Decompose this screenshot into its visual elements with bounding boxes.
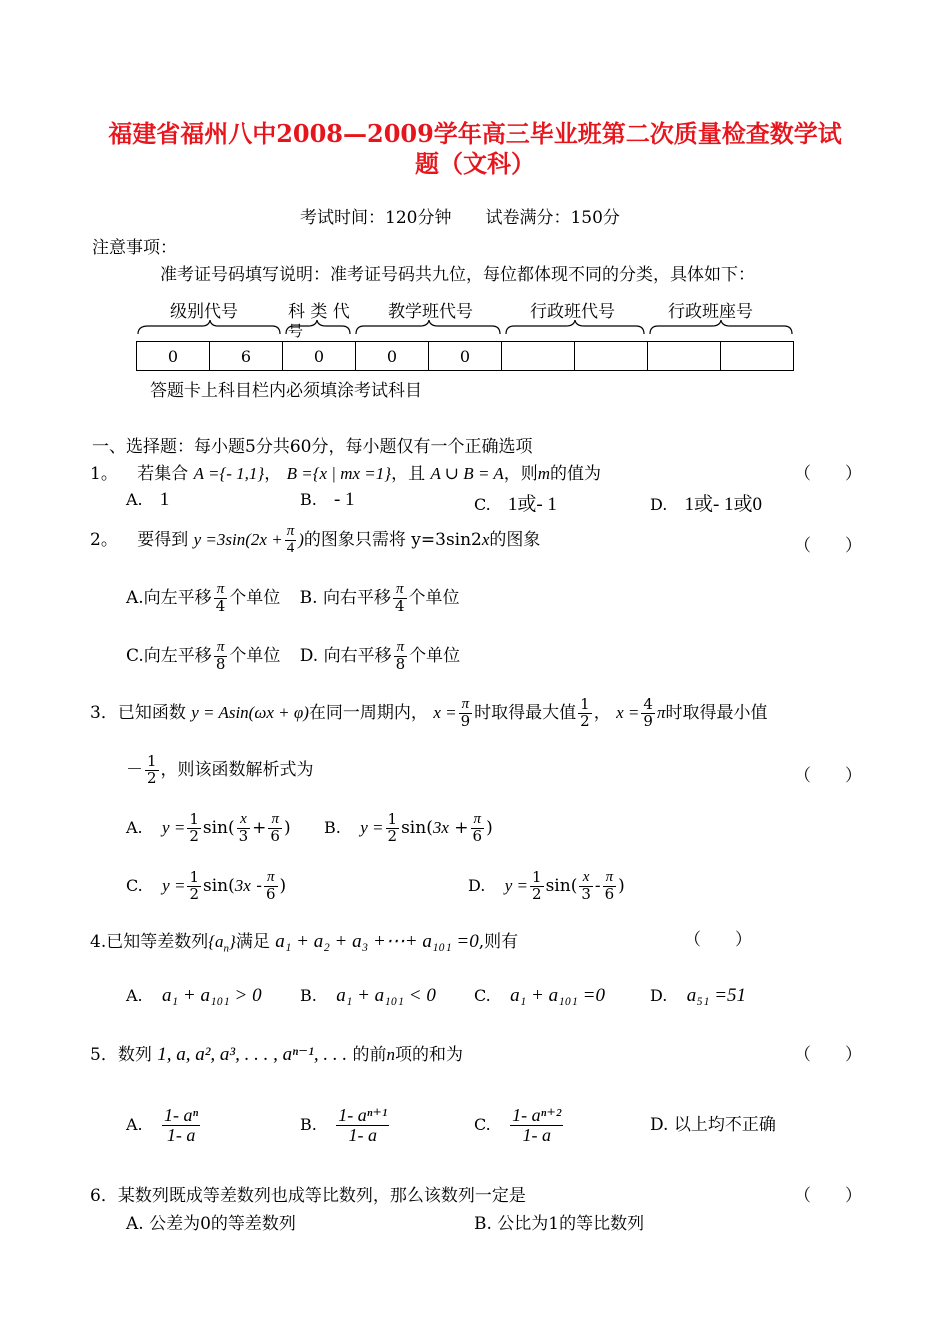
q6-answer-paren: （ ） bbox=[794, 1186, 862, 1206]
q3-continued: － $\frac{1}{2}$ ，则该函数解析式为 bbox=[126, 752, 314, 787]
q2-option-b: B. 向右平移 bbox=[299, 587, 391, 608]
page-title-continued: 题（文科） bbox=[415, 149, 535, 178]
q1-option-a: A. 1 bbox=[126, 489, 170, 510]
q1-text: 若集合 bbox=[137, 464, 189, 484]
question-3: 3．已知函数 y = Asin(ωx + φ)在同一周期内， x = $\frac{\pi}{9}$ 时取得最大值 $\frac{1}{2}$ ， x = $\frac{4}{9}$ π时取得最小值 bbox=[90, 695, 768, 730]
q2-option-c: C.向左平移 $\frac{\pi}{8}$ 个单位 D. 向右平移 $\frac{\pi}{8}$ 个单位 bbox=[126, 639, 461, 673]
id-cell: 0 bbox=[429, 342, 502, 371]
notice-text: 准考证号码填写说明：准考证号码共九位，每位都体现不同的分类，具体如下： bbox=[160, 265, 755, 285]
question-5: 5．数列 1, a, a², a³, . . . , aⁿ⁻¹, . . . 的前n项的和为 bbox=[90, 1044, 463, 1065]
section-heading: 一、选择题：每小题5分共60分，每小题仅有一个正确选项 bbox=[92, 437, 533, 457]
group-label-teaching-class: 教学班代号 bbox=[388, 302, 473, 322]
q5-answer-paren: （ ） bbox=[794, 1045, 862, 1065]
q4-answer-paren: （ ） bbox=[684, 930, 752, 950]
q5-sequence: 1, a, a², a³, . . . , aⁿ⁻¹, . . . bbox=[157, 1044, 348, 1065]
id-cell bbox=[575, 342, 648, 371]
q1-option-d: D. 1或- 1或0 bbox=[650, 494, 763, 515]
q2-option-d: D. 向右平移 bbox=[299, 645, 392, 666]
q6-option-b: B. 公比为1的等比数列 bbox=[474, 1214, 645, 1234]
q2-function: y =3sin(2x + bbox=[193, 529, 283, 549]
q4-option-c: C. a₁ + a₁₀₁ =0 bbox=[474, 985, 605, 1006]
q6-option-a: A. 公差为0的等差数列 bbox=[126, 1214, 296, 1234]
q3-option-d: D. y = $\frac{1}{2}$ sin( $\frac{x}{3}$ - $\frac{\pi}{6}$ ) bbox=[468, 868, 625, 903]
q5-option-c: C. $\frac{\text{1- aⁿ⁺²}}{1- a}$ bbox=[474, 1105, 562, 1145]
q3-answer-paren: （ ） bbox=[794, 766, 862, 786]
q4-option-b: B. a₁ + a₁₀₁ < 0 bbox=[300, 985, 436, 1006]
question-1: 1。 若集合 A ={- 1,1}， B ={x | mx =1}，且 A ∪ B = A，则m的值为 bbox=[90, 464, 602, 484]
q2-option-a: A.向左平移 $\frac{\pi}{4}$ 个单位 B. 向右平移 $\frac{\pi}{4}$ 个单位 bbox=[126, 581, 460, 615]
id-cell bbox=[721, 342, 794, 371]
notice-heading: 注意事项： bbox=[92, 238, 177, 258]
id-cell: 0 bbox=[356, 342, 429, 371]
q1-post: ，则 bbox=[503, 464, 538, 484]
page-title: 福建省福州八中2008—2009学年高三毕业班第二次质量检查数学试 bbox=[108, 119, 842, 148]
q1-condition: A ∪ B = A bbox=[430, 464, 504, 483]
question-6: 6．某数列既成等差数列也成等比数列，那么该数列一定是 bbox=[90, 1186, 526, 1206]
q2-post: 的图象只需将 y=3sin2 bbox=[303, 529, 482, 550]
q4-option-d: D. a₅₁ =51 bbox=[650, 985, 747, 1006]
exam-info: 考试时间：120分钟 试卷满分：150分 bbox=[300, 208, 620, 228]
group-braces bbox=[136, 320, 796, 334]
id-cell bbox=[648, 342, 721, 371]
q3-option-a: A. y = $\frac{1}{2}$ sin( $\frac{x}{3}$ + $\frac{\pi}{6}$ ) bbox=[126, 810, 291, 845]
notice-footer: 答题卡上科目栏内必须填涂考试科目 bbox=[150, 381, 422, 401]
q4-option-a: A. a₁ + a₁₀₁ > 0 bbox=[126, 985, 262, 1006]
question-4: 4.已知等差数列$\{a_n\}$满足 a₁ + a₂ + a₃ +⋯+ a₁₀₁ =0,则有 bbox=[90, 931, 519, 955]
id-cell: 6 bbox=[210, 342, 283, 371]
q2-answer-paren: （ ） bbox=[794, 536, 862, 556]
group-label-subject: 科 类 代 bbox=[288, 302, 350, 322]
exam-id-table bbox=[136, 341, 794, 371]
group-label-seat: 行政班座号 bbox=[668, 302, 753, 322]
q4-condition: a₁ + a₂ + a₃ +⋯+ a₁₀₁ =0 bbox=[275, 931, 479, 952]
q1-answer-paren: （ ） bbox=[794, 464, 862, 484]
q1-number: 1。 bbox=[90, 464, 118, 484]
q1-mid: ，且 bbox=[391, 464, 426, 484]
group-label-subject-cont: 号 bbox=[288, 322, 304, 340]
q1-set-b: B ={x | mx =1} bbox=[286, 464, 392, 483]
q3-option-c: C. y = $\frac{1}{2}$ sin(3x - $\frac{\pi}{6}$ ) bbox=[126, 868, 287, 903]
q5-option-d: D. 以上均不正确 bbox=[650, 1115, 776, 1135]
group-label-level: 级别代号 bbox=[170, 302, 238, 322]
q5-option-b: B. $\frac{\text{1- aⁿ⁺¹}}{1- a}$ bbox=[300, 1105, 388, 1145]
q1-var: m bbox=[537, 464, 551, 483]
q1-set-a: A ={- 1,1} bbox=[193, 464, 265, 483]
q3-function: y = Asin(ωx + φ) bbox=[191, 702, 309, 722]
q2-number: 2。 bbox=[90, 529, 118, 550]
id-cell: 0 bbox=[283, 342, 356, 371]
q5-option-a: A. $\frac{\text{1- aⁿ}}{1- a}$ bbox=[126, 1105, 199, 1145]
group-label-admin-class: 行政班代号 bbox=[530, 302, 615, 322]
q1-option-b: B. - 1 bbox=[300, 489, 355, 510]
q2-text: 要得到 bbox=[137, 529, 189, 550]
q1-option-c: C. 1或- 1 bbox=[474, 494, 557, 515]
q3-option-b: B. y = $\frac{1}{2}$ sin(3x + $\frac{\pi}{6}$ ) bbox=[324, 810, 493, 845]
id-cell bbox=[502, 342, 575, 371]
id-cell: 0 bbox=[137, 342, 210, 371]
q1-end: 的值为 bbox=[550, 464, 602, 484]
question-2: 2。 要得到 y =3sin(2x + $\frac{\pi}{4}$ )的图象只需将 y=3sin2x的图象 bbox=[90, 523, 541, 556]
